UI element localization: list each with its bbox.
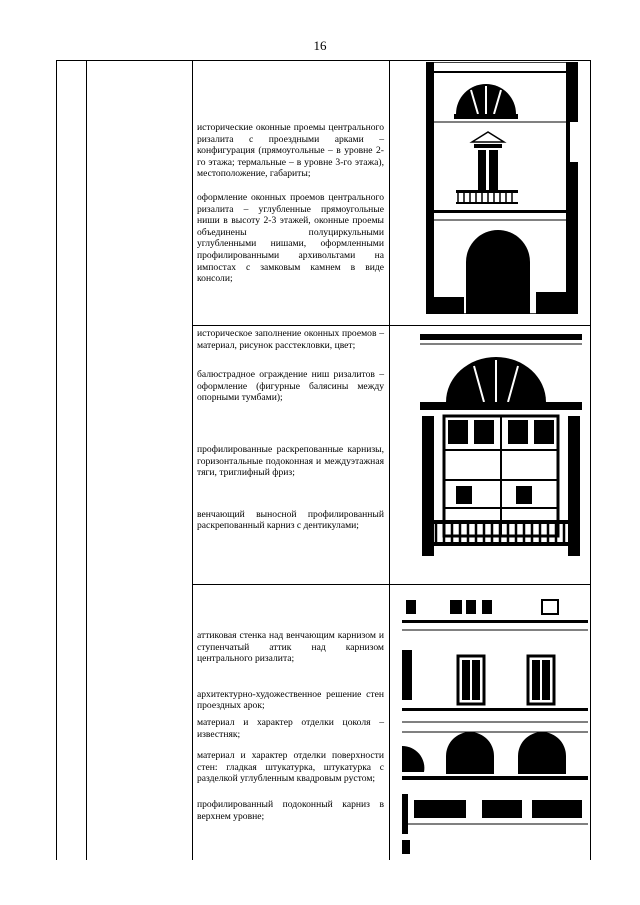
photo-central-risalit-image: [426, 62, 578, 314]
photo-facade-arches-image: [402, 596, 588, 854]
photo-central-risalit: [426, 62, 578, 314]
table-top-border: [56, 60, 591, 61]
row-fillings-text: [197, 328, 384, 532]
paragraph-cornices: профилированные раскрепованные карнизы, горизонтальные подоконная и междуэтажная тяги, триглифный фриз;: [197, 443, 384, 479]
row-walls-text: [197, 630, 384, 822]
page-number: 16: [313, 38, 327, 53]
paragraph-balustrade: балюстрадное ограждение ниш ризалитов – оформление (фигурные балясины между опорными тумбами);: [197, 369, 384, 404]
paragraph-window-fillings: историческое заполнение оконных проемов – материал, рисунок расстекловки, цвет;: [197, 328, 384, 351]
column-divider-2: [192, 60, 193, 860]
paragraph-attic: аттиковая стенка над венчающим карнизом и ступенчатый аттик над карнизом центрального ризалита;: [197, 630, 384, 665]
column-divider-1: [86, 60, 87, 860]
paragraph-arch-walls: архитектурно-художественное решение стен проездных арок;: [197, 688, 384, 712]
paragraph-window-openings: исторические оконные проемы центрального ризалита с проездными арками – конфигурация (прямоугольные – в уровне 2-го этажа; термальные – в уровне 3-го этажа), местоположение, габариты;: [197, 122, 384, 180]
row-divider-2: [192, 584, 590, 585]
paragraph-sill-cornice: профилированный подоконный карниз в верхнем уровне;: [197, 798, 384, 822]
paragraph-crowning-cornice: венчающий выносной профилированный раскрепованный карниз с дентикулами;: [197, 508, 384, 532]
table-right-border: [590, 60, 591, 860]
column-divider-3: [389, 60, 390, 860]
paragraph-wall-finish: материал и характер отделки поверхности стен: гладкая штукатурка, штукатурка с разделкой углубленным квадровым рустом;: [197, 750, 384, 785]
row-divider-1: [192, 325, 590, 326]
photo-window-balustrade-image: [416, 330, 586, 558]
row-windows-text: [197, 122, 384, 285]
photo-window-balustrade: [416, 330, 586, 558]
table-left-border: [56, 60, 57, 860]
paragraph-plinth: материал и характер отделки цоколя – известняк;: [197, 716, 384, 740]
photo-facade-arches: [402, 596, 588, 854]
paragraph-window-decoration: оформление оконных проемов центрального ризалита – углубленные прямоугольные ниши в высоту 2-3 этажей, оконные проемы объединены полуциркульными углубленными нишами, оформленными профилированными архивольтами на импостах с замковым камнем в виде консоли;: [197, 191, 384, 285]
